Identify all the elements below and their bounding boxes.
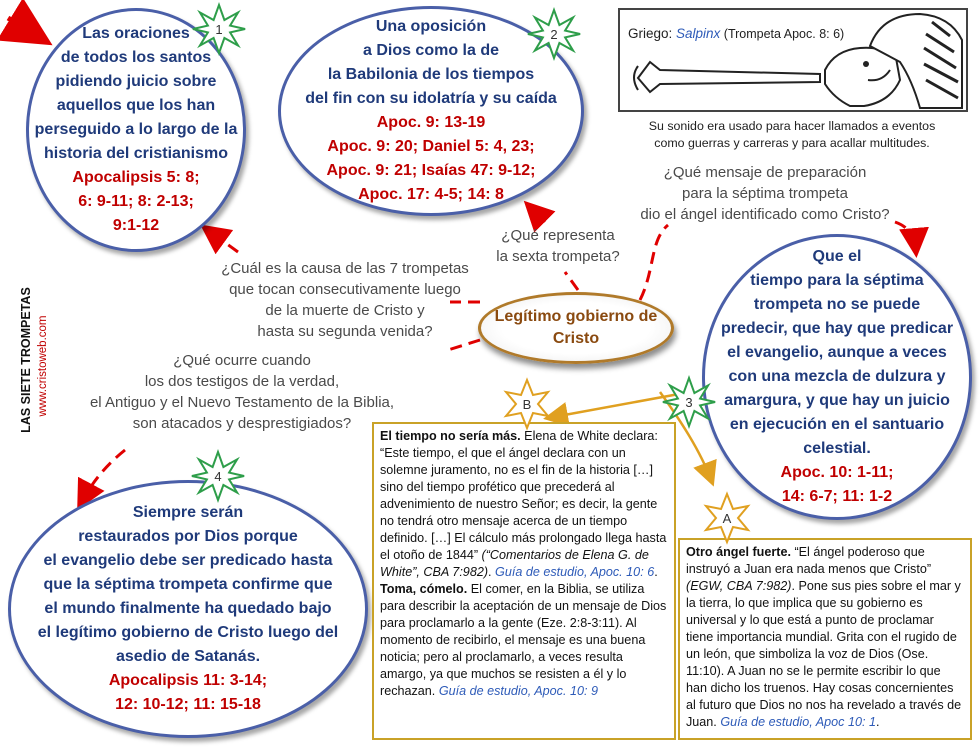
note-a-text3: . [875,715,880,729]
trumpet-caption-line: Su sonido era usado para hacer llamados a eventos [648,119,936,133]
note-a-guide-link1[interactable]: Guía de estudio, Apoc 10: 1 [720,715,876,729]
star-a [706,494,748,542]
side-title: LAS SIETE TROMPETAS [19,287,33,433]
center-title-line: Cristo [552,330,600,347]
bubble-time-line: trompeta no se puede [753,296,921,313]
question-line: dio el ángel identificado como Cristo? [640,206,890,223]
bubble-time-line: el evangelio, aunque a veces [727,344,947,361]
bubble-babylon-ref: Apoc. 9: 21; Isaías 47: 9-12; [326,162,536,179]
note-a-heading1: Otro ángel fuerte. [686,545,791,559]
bubble-babylon-line: Una oposición [375,18,487,35]
bubble-prayers-ref: Apocalipsis 5: 8; [72,169,200,186]
bubble-babylon-line: la Babilonia de los tiempos [327,66,535,83]
bubble-restored-ref: Apocalipsis 11: 3-14; [108,672,268,689]
trumpet-word: Salpinx [676,26,721,41]
note-b-cite1: (“Comentarios de Elena G. de White”, CBA 7:982) [380,548,649,579]
bubble-time-line: con una mezcla de dulzura y [728,368,946,385]
trumpet-ref: (Trompeta Apoc. 8: 6) [720,27,845,41]
star-2-number: 2 [550,27,558,42]
star-b [506,380,548,428]
trumpet-caption-line: como guerras y carreras y para acallar multitudes. [654,136,930,150]
note-a-cite1: (EGW, CBA 7:982) [686,579,792,593]
bubble-restored-line: el evangelio debe ser predicado hasta [43,552,333,569]
bubble-time-line: celestial. [803,440,871,457]
question-line: ¿Qué mensaje de preparación [663,164,867,181]
bubble-restored-line: Siempre serán [132,504,244,521]
question-line: los dos testigos de la verdad, [144,373,340,390]
question-line: para la séptima trompeta [682,185,848,202]
star-4 [192,452,244,500]
bubble-prayers-line: pidiendo juicio sobre [55,73,217,90]
bubble-time-line: Que el [812,248,862,265]
question-line: ¿Cuál es la causa de las 7 trompetas [221,260,469,277]
star-2 [528,10,580,58]
bubble-time-line: en ejecución en el santuario [729,416,945,433]
bubble-babylon-line: del fin con su idolatría y su caída [305,90,557,107]
bubble-time-ref: 14: 6-7; 11: 1-2 [781,488,893,505]
note-b-text1: Elena de White declara: “Este tiempo, el que el ángel declara con un solemne juramento, no es el fin de la historia […] sino del tiempo profético que precederá al advenimiento de nuestro Señor; es decir, la gente no tendrá otro mensaje acerca de un tiempo definido. […] El cálculo más prolongado llega hasta el otoño de 1844” [380,429,667,562]
star-3-number: 3 [685,395,693,410]
bubble-prayers-ref: 9:1-12 [112,217,160,234]
bubble-prayers-line: historia del cristianismo [43,145,229,162]
bubble-babylon-ref: Apoc. 17: 4-5; 14: 8 [358,186,504,203]
note-b-text1b: . [488,565,496,579]
bubble-babylon-line: a Dios como la de [362,42,500,59]
question-line: que tocan consecutivamente luego [229,281,461,298]
question-line: de la muerte de Cristo y [265,302,425,319]
center-title-line: Legítimo gobierno de [494,308,658,325]
trumpet-label-prefix: Griego: [628,26,677,41]
bubble-prayers-ref: 6: 9-11; 8: 2-13; [78,193,194,210]
note-b-text1c: . [654,565,658,579]
note-b-heading1: El tiempo no sería más. [380,429,521,443]
note-b-guide-link1[interactable]: Guía de estudio, Apoc. 10: 6 [495,565,655,579]
bubble-restored-line: que la séptima trompeta confirme que [43,576,333,593]
bubble-prayers-line: de todos los santos [60,49,212,66]
question-line: la sexta trompeta? [496,248,620,265]
bubble-restored-line: asedio de Satanás. [115,648,261,665]
note-a-text1: “El ángel poderoso que instruyó a Juan era nada menos que Cristo” [686,545,932,576]
star-4-number: 4 [214,469,222,484]
question-line: ¿Qué representa [501,227,615,244]
question-line: son atacados y desprestigiados? [132,415,352,432]
bubble-restored-line: el mundo finalmente ha quedado bajo [44,600,332,617]
star-a-letter: A [722,511,732,526]
question-line: hasta su segunda venida? [257,323,433,340]
star-b-letter: B [522,397,532,412]
note-a-text2: . Pone sus pies sobre el mar y la tierra, lo que implica que su gobierno es universal y lo que está a punto de proclamar tiene importancia mundial. Grita con el rugido de un león, que simboliza la voz de Dios (Ose. 11:10). A Juan no se le permite escribir lo que han dicho los truenos. Hay cosas concernientes al futuro que Dios no nos ha revelado a través de Juan. [686,579,962,729]
bubble-babylon-ref: Apoc. 9: 20; Daniel 5: 4, 23; [327,138,535,155]
bubble-restored-ref: 12: 10-12; 11: 15-18 [115,696,261,713]
side-site: www.cristoweb.com [37,315,49,417]
question-line: ¿Qué ocurre cuando [173,352,311,369]
bubble-time-line: amargura, y que hay un juicio [724,392,950,409]
bubble-prayers-line: aquellos que los han [56,97,216,114]
star-3 [663,378,715,426]
note-b-heading2: Toma, cómelo. [380,582,468,596]
bubble-restored-line: restaurados por Dios porque [78,528,298,545]
bubble-restored-line: el legítimo gobierno de Cristo luego del [37,624,339,641]
bubble-time-line: tiempo para la séptima [750,272,924,289]
bubble-prayers-line: Las oraciones [82,25,190,42]
bubble-babylon-ref: Apoc. 9: 13-19 [376,114,486,131]
bubble-time-line: predecir, que hay que predicar [720,320,954,337]
star-1-number: 1 [215,22,223,37]
bubble-time-ref: Apoc. 10: 1-11; [780,464,894,481]
bubble-prayers-line: perseguido a lo largo de la [34,121,238,138]
note-b-guide-link2[interactable]: Guía de estudio, Apoc. 10: 9 [438,684,598,698]
star-1 [193,5,245,53]
note-b-text2: El comer, en la Biblia, se utiliza para describir la aceptación de un mensaje de Dios para proclamarlo a la gente (Eze. 2:8-3:11). Al momento de recibirlo, el mensaje es una buena noticia; pero al proclamarlo, a veces resulta amargo, ya que muchos se resisten a él y lo rechazan. [380,582,667,698]
question-line: el Antiguo y el Nuevo Testamento de la Biblia, [89,394,395,411]
